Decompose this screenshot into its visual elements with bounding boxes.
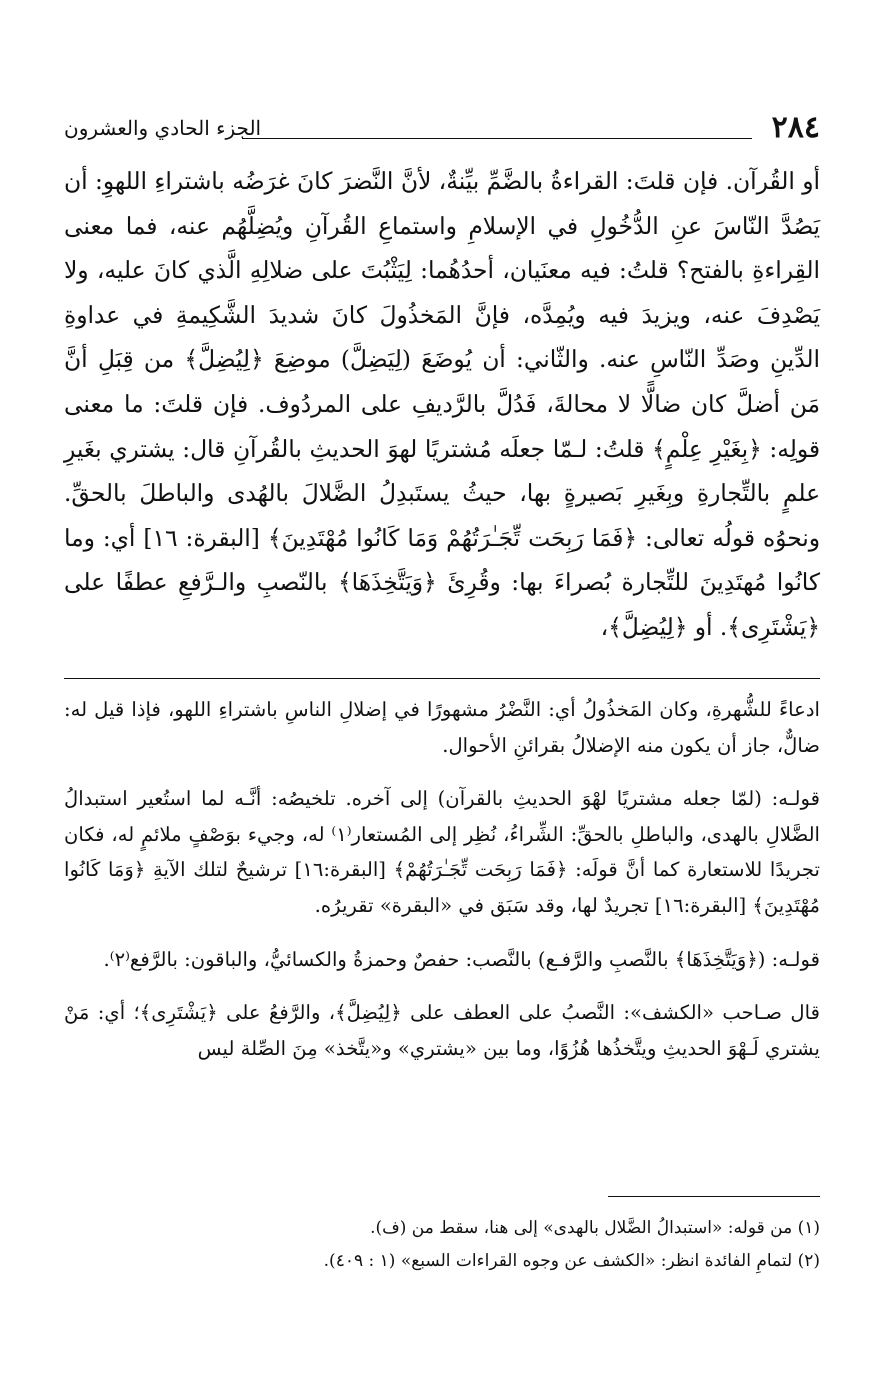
page-number: ٢٨٤ (771, 110, 820, 145)
commentary-paragraph-2: قولـه: (لمّا جعله مشتريًا لهْوَ الحديثِ بالقرآن) إلى آخره. تلخيصُه: أنَّـه لما استُعير استبدالُ الضَّلالِ بالهدى، والباطلِ بالحقِّ: الشِّراءُ، نُظِر إلى المُستعار⁽١⁾ له، وجيء بوَصْفٍ ملائمٍ له، فكان تجريدًا للاستعارة كما أنَّ قولَه: ﴿فَمَا رَبِحَت تِّجَـٰرَتُهُمْ﴾ [البقرة:١٦] ترشيحٌ لتلك الآيةِ ﴿وَمَا كَانُوا مُهْتَدِينَ﴾ [البقرة:١٦] تجريدٌ لها، وقد سَبَق في «البقرة» تقريرُه. (64, 787, 821, 917)
commentary-paragraph-1: ادعاءً للشُّهرةِ، وكان المَخذُولُ أي: النَّضْرُ مشهورًا في إضلالِ الناسِ باشتراءِ اللهو، فإذا قيل له: ضالٌّ، جاز أن يكون منه الإضلالُ بقرائنِ الأحوال. (64, 698, 820, 757)
commentary-paragraph-3: قولـه: (﴿وَيَتَّخِذَهَا﴾ بالنَّصبِ والرَّفـع) بالنَّصب: حفصٌ وحمزةُ والكسائيُّ، والباقون: بالرَّفع⁽٢⁾. (103, 947, 820, 971)
main-paragraph: أو القُرآن. فإن قلتَ: القراءةُ بالضَّمِّ بيِّنةٌ، لأنَّ النَّضرَ كانَ غرَضُه باشتراءِ اللهوِ: أن يَصُدَّ النّاسَ عنِ الدُّخُولِ في الإسلامِ واستماعِ القُرآنِ ويُضِلَّهُم عنه، فما معنى القِراءةِ بالفتح؟ قلتُ: فيه معنَيان، أحدُهُما: لِيَثْبُتَ على ضلالِهِ الَّذي كانَ عليه، ولا يَصْدِفَ عنه، ويزيدَ فيه ويُمِدَّه، فإنَّ المَخذُولَ كانَ شديدَ الشَّكِيمةِ في عداوةِ الدِّينِ وصَدِّ النّاسِ عنه. والثّاني: أن يُوضَعَ (لِيَضِلَّ) موضِعَ ﴿لِيُضِلَّ﴾ من قِبَلِ أنَّ مَن أضلَّ كان ضالًّا لا محالةَ، فَدُلَّ بالرَّديفِ على المردُوف. فإن قلتَ: ما معنى قولِه: ﴿بِغَيْرِ عِلْمٍ﴾ قلتُ: لـمّا جعلَه مُشتريًا لهوَ الحديثِ بالقُرآنِ قال: يشتري بغَيرِ علمٍ بالتِّجارةِ وبِغَيرِ بَصيرةٍ بها، حيثُ يستَبدِلُ الضَّلالَ بالهُدى والباطلَ بالحقِّ. ونحوُه قولُه تعالى: ﴿فَمَا رَبِحَت تِّجَـٰرَتُهُمْ وَمَا كَانُوا مُهْتَدِينَ﴾ [البقرة: ١٦] أي: وما كانُوا مُهتَدِينَ للتِّجارة بُصراءَ بها: وقُرِئَ ﴿وَيَتَّخِذَهَا﴾ بالنّصبِ والـرَّفعِ عطفًا على ﴿يَشْتَرِى﴾. أو ﴿لِيُضِلَّ﴾، (64, 168, 820, 641)
commentary-block (64, 692, 820, 1066)
footnotes-block (64, 1212, 820, 1278)
footnote-1: (١) من قوله: «استبدالُ الضَّلال بالهدى» إلى هنا، سقط من (ف). (370, 1218, 820, 1238)
running-title: الجزء الحادي والعشرون (64, 116, 262, 140)
footnote-2: (٢) لتمامِ الفائدة انظر: «الكشف عن وجوه القراءات السبع» (١ : ٤٠٩). (323, 1251, 820, 1271)
page-header (64, 108, 820, 148)
section-divider (64, 678, 820, 679)
footnote-rule (608, 1196, 820, 1197)
header-rule (242, 138, 752, 139)
commentary-paragraph-4: قال صـاحب «الكشف»: النَّصبُ على العطف على ﴿لِيُضِلَّ﴾، والرَّفعُ على ﴿يَشْتَرِى﴾؛ أي: مَنْ يشتري لَـهْوَ الحديثِ ويتَّخذُها هُزُوًا، وما بين «يشتري» و«يتَّخذ» مِنَ الصِّلة ليس (64, 1001, 820, 1060)
main-text-block (64, 160, 820, 651)
